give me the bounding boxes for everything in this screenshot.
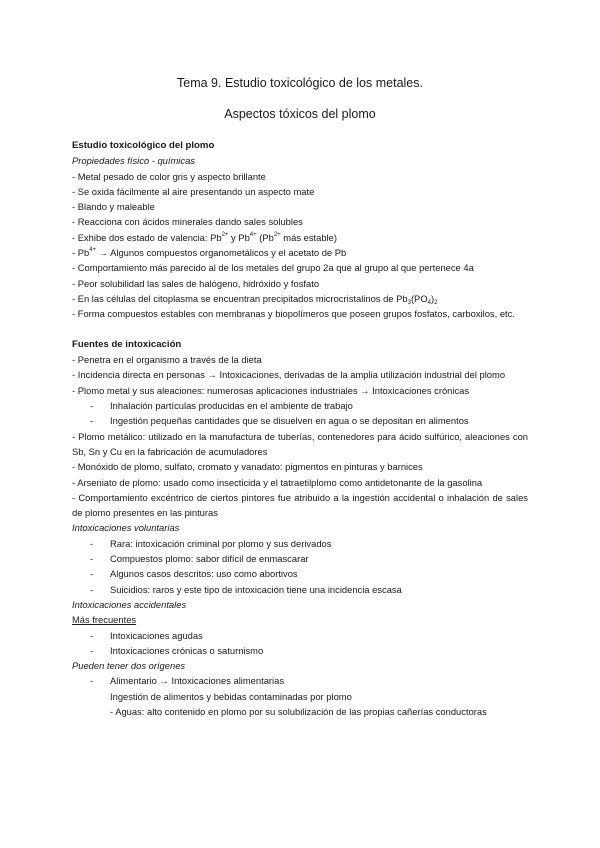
list-item-valence: - Exhibe dos estado de valencia: $Pb^{2+}$ y $Pb^{4+}$ ($Pb^{2+}$ más estable) xyxy=(72,231,337,243)
sub-list-item: - Compuestos plomo: sabor difícil de enmascarar xyxy=(90,553,309,565)
list-item: - Peor solubilidad las sales de halógeno, hidróxido y fosfato xyxy=(72,277,320,289)
list-item: - Se oxida fácilmente al aire presentando un aspecto mate xyxy=(72,185,315,197)
sub-list-item: - Alimentario → Intoxicaciones alimentarias xyxy=(90,675,285,687)
sub-list-item: - Algunos casos descritos: uso como abortivos xyxy=(90,568,298,580)
subheading-origenes: Pueden tener dos orígenes xyxy=(72,660,186,672)
sub-list-item: - Intoxicaciones agudas xyxy=(90,629,203,641)
list-item: - Arseniato de plomo: usado como insecticida y el tatraetilplomo como antidetonante de la gasolina xyxy=(72,476,483,488)
subheading-propiedades: Propiedades físico - químicas xyxy=(72,155,195,167)
sub-list-item: - Suicidios: raros y este tipo de intoxicación tiene una incidencia escasa xyxy=(90,583,402,595)
list-item: - Monóxido de plomo, sulfato, cromato y vanadato: pigmentos en pinturas y barnices xyxy=(72,461,423,473)
document-body xyxy=(72,138,528,719)
indented-text: Ingestión de alimentos y bebidas contaminadas por plomo xyxy=(110,690,352,702)
list-item: - Comportamiento más parecido al de los metales del grupo 2a que al grupo al que pertenece 4a xyxy=(72,262,474,274)
sub-list-item: - Inhalación partículas producidas en el ambiente de trabajo xyxy=(90,400,353,412)
subheading-accidentales: Intoxicaciones accidentales xyxy=(72,598,187,610)
list-item: - Blando y maleable xyxy=(72,201,155,213)
list-item-precipitados: - En las células del citoplasma se encuentran precipitados microcristalinos de $Pb_3(PO_4)_2$ xyxy=(72,292,438,306)
list-item: - Forma compuestos estables con membranas y biopolímeros que poseen grupos fosfatos, carboxilos, etc. xyxy=(72,308,515,320)
sub-list-item: - Ingestión pequeñas cantidades que se disuelven en agua o se depositan en alimentos xyxy=(90,415,469,427)
sub-list-item: - Rara: intoxicación criminal por plomo y sus derivados xyxy=(90,537,332,549)
document-title: Tema 9. Estudio toxicológico de los metales. xyxy=(177,76,423,90)
section-heading-estudio: Estudio toxicológico del plomo xyxy=(72,140,215,151)
subheading-mas-frecuentes: Más frecuentes xyxy=(72,614,137,626)
section-heading-fuentes: Fuentes de intoxicación xyxy=(72,338,182,350)
subheading-voluntarias: Intoxicaciones voluntarias xyxy=(72,522,180,534)
sub-list-item: - Intoxicaciones crónicas o saturnismo xyxy=(90,644,264,656)
document-subtitle: Aspectos tóxicos del plomo xyxy=(224,107,376,121)
list-item-pb4: - $Pb^{4+}$ → Algunos compuestos organometálicos y el acetato de Pb xyxy=(72,247,347,259)
list-item: - Metal pesado de color gris y aspecto brillante xyxy=(72,170,266,182)
list-item: - Incidencia directa en personas → Intoxicaciones, derivadas de la amplia utilización industrial del plomo xyxy=(72,369,506,381)
list-item: - Penetra en el organismo a través de la dieta xyxy=(72,354,262,366)
list-item: - Plomo metal y sus aleaciones: numerosas aplicaciones industriales → Intoxicaciones crónicas xyxy=(72,384,470,396)
list-item: - Plomo metálico: utilizado en la manufactura de tuberías, contenedores para ácido sulfúrico, aleaciones con Sb, Sn y Cu en la fabricación de acumuladores xyxy=(72,430,528,457)
indented-list-item: - Aguas: alto contenido en plomo por su solubilización de las propias cañerías conductoras xyxy=(110,705,487,717)
list-item: - Comportamiento excéntrico de ciertos pintores fue atribuido a la ingestión accidental o inhalación de sales de plomo presentes en las pinturas xyxy=(72,491,528,519)
list-item: - Reacciona con ácidos minerales dando sales solubles xyxy=(72,216,303,228)
